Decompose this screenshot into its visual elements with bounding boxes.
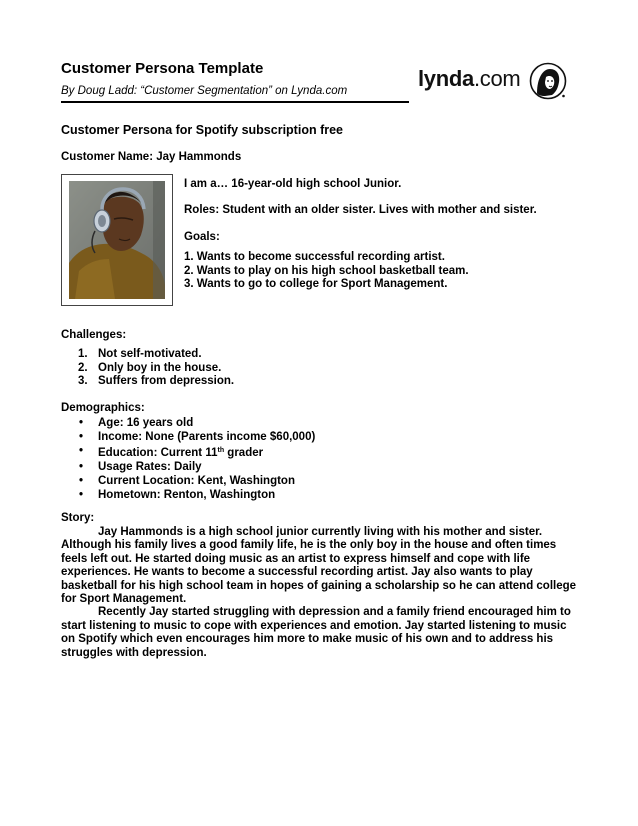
demographics-label: Demographics:: [61, 402, 145, 414]
challenge-item: [78, 375, 234, 389]
education-prefix: Education: Current 11: [98, 447, 218, 459]
bullet: •: [79, 461, 84, 473]
challenges-label: Challenges:: [61, 329, 127, 341]
demographics-list: [78, 416, 315, 502]
logo-light-part: .com: [473, 66, 521, 91]
header-rule: [61, 101, 409, 103]
demographic-hometown: [78, 488, 315, 502]
challenge-number: 3.: [78, 375, 88, 387]
lynda-logo-text: [418, 66, 520, 92]
challenge-item: [78, 348, 234, 362]
persona-roles: Roles: Student with an older sister. Lives with mother and sister.: [184, 204, 537, 216]
document-byline: By Doug Ladd: “Customer Segmentation” on Lynda.com: [61, 85, 348, 97]
persona-goals-label: Goals:: [184, 231, 220, 243]
customer-name: Customer Name: Jay Hammonds: [61, 151, 242, 163]
persona-goals-list: [184, 251, 469, 292]
demographic-location: [78, 474, 315, 488]
demographic-hometown-text: Hometown: Renton, Washington: [98, 489, 276, 501]
education-superscript: th: [217, 447, 225, 454]
goal-item: 1. Wants to become successful recording artist.: [184, 251, 445, 263]
demographic-income-text: Income: None (Parents income $60,000): [98, 431, 316, 443]
story-body: [61, 526, 581, 660]
story-paragraph: Recently Jay started struggling with depression and a family friend encouraged him to start listening to music to cope with experiences and emotion. Jay started listening to music on Spotify which even encourages him more to make music of his own and to address his struggles with depression.: [61, 606, 571, 659]
demographic-age-text: Age: 16 years old: [98, 417, 194, 429]
goal-item: 3. Wants to go to college for Sport Management.: [184, 278, 448, 290]
story-label: Story:: [61, 512, 95, 524]
bullet: •: [79, 417, 84, 429]
challenge-text: Suffers from depression.: [98, 375, 235, 387]
demographic-location-text: Current Location: Kent, Washington: [98, 475, 295, 487]
document-title: Customer Persona Template: [61, 60, 264, 77]
challenge-number: 1.: [78, 348, 88, 360]
challenge-text: Not self-motivated.: [98, 348, 202, 360]
challenge-text: Only boy in the house.: [98, 361, 222, 374]
challenge-number: 2.: [78, 361, 88, 374]
bullet: •: [79, 489, 84, 501]
challenges-list: [78, 348, 234, 389]
persona-section-title: Customer Persona for Spotify subscription free: [61, 123, 343, 137]
logo-bold-part: lynda: [418, 66, 474, 91]
demographic-usage-text: Usage Rates: Daily: [98, 461, 202, 473]
persona-photo: [69, 181, 165, 299]
bullet: •: [79, 445, 84, 457]
persona-i-am: I am a… 16-year-old high school Junior.: [184, 178, 402, 190]
demographic-age: [78, 416, 315, 430]
demographic-usage: [78, 460, 315, 474]
demographic-income: [78, 430, 315, 444]
goal-item: 2. Wants to play on his high school basketball team.: [184, 264, 469, 277]
bullet: •: [79, 475, 84, 487]
persona-photo-frame: [61, 174, 173, 306]
lynda-face-logo-icon: [529, 62, 567, 100]
story-paragraph: Jay Hammonds is a high school junior currently living with his mother and sister. Although his family lives a good family life, he is the only boy in the house and often times feels left out. He started doing music as an artist to express himself and cope with life experiences. He wants to become a successful recording artist. Jay also wants to play basketball for his high school team in hopes of gaining a scholarship so he can attend college for Sport Management.: [61, 526, 577, 606]
bullet: •: [79, 431, 84, 443]
challenge-item: [78, 362, 234, 376]
education-suffix: grader: [224, 447, 264, 459]
demographic-education: [78, 444, 315, 460]
